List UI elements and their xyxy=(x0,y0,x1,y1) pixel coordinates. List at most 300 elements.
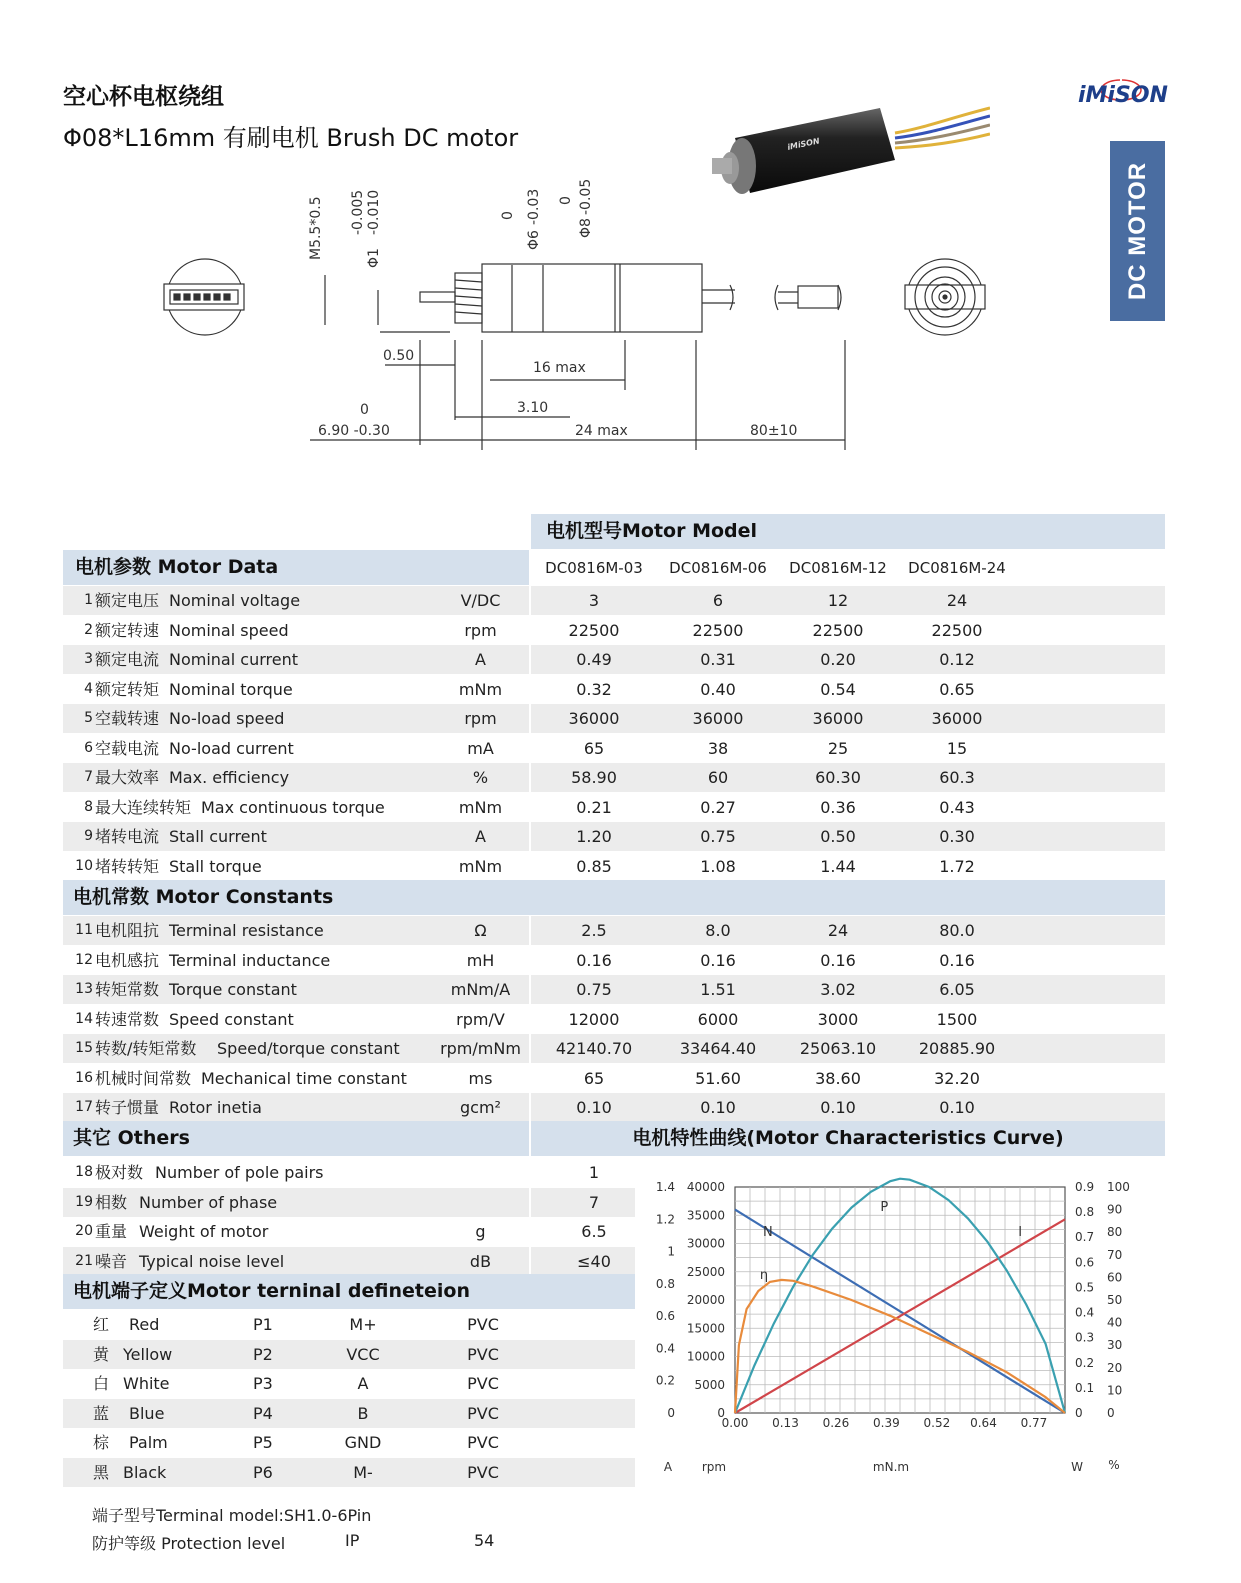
series-label: I xyxy=(1018,1225,1023,1241)
brand-logo xyxy=(1070,72,1175,120)
param-value: 36000 xyxy=(931,709,983,728)
table-row-values xyxy=(531,616,1165,645)
row-number: 3 xyxy=(84,651,93,667)
param-value: 32.20 xyxy=(934,1068,980,1088)
param-name-en: Nominal voltage xyxy=(169,591,301,610)
param-value: 36000 xyxy=(692,709,744,728)
param-value: 1.72 xyxy=(939,856,975,876)
param-value: 33464.40 xyxy=(679,1039,757,1058)
svg-text:iMiSON: iMiSON xyxy=(786,136,821,152)
param-unit: Ω xyxy=(474,921,487,940)
y-tick-label: 0 xyxy=(717,1406,725,1420)
table-row-values xyxy=(531,946,1165,975)
y-tick-label: 0.3 xyxy=(1075,1330,1095,1345)
param-value: 0.16 xyxy=(576,950,612,970)
row-number: 1 xyxy=(84,592,93,608)
terminal-row xyxy=(63,1310,635,1339)
table-row-values xyxy=(531,645,1165,674)
param-name-en: Mechanical time constant xyxy=(201,1068,407,1088)
svg-text:Φ8: Φ8 xyxy=(578,218,594,238)
wire-color-cn: 蓝 xyxy=(93,1403,110,1423)
param-name-cn: 额定电流 xyxy=(95,650,160,669)
param-value: 20885.90 xyxy=(918,1039,996,1058)
pin-number: P4 xyxy=(253,1403,273,1423)
param-unit: rpm/V xyxy=(456,1009,505,1029)
table-row-values xyxy=(531,793,1165,822)
param-value: 80.0 xyxy=(939,921,975,940)
table-row xyxy=(63,675,529,704)
terminal-model: 端子型号Terminal model:SH1.0-6Pin xyxy=(92,1506,372,1525)
param-name-en: Nominal torque xyxy=(169,679,293,699)
constants-header xyxy=(63,880,1165,915)
model-name: DC0816M-24 xyxy=(908,559,1006,577)
table-row-value xyxy=(531,1247,635,1276)
param-name-cn: 噪音 xyxy=(95,1251,128,1271)
param-value: 0.65 xyxy=(939,679,975,699)
param-value: 60 xyxy=(707,768,729,787)
param-name-en: Rotor inetia xyxy=(169,1098,262,1117)
svg-text:0: 0 xyxy=(360,402,369,418)
param-name-en: Number of pole pairs xyxy=(155,1163,324,1182)
param-name-en: Torque constant xyxy=(169,980,297,999)
param-name-cn: 相数 xyxy=(95,1192,128,1212)
row-number: 14 xyxy=(75,1010,93,1027)
row-number: 6 xyxy=(84,739,93,756)
wire-color-cn: 红 xyxy=(93,1315,110,1334)
param-value: 1.51 xyxy=(700,980,736,999)
table-row xyxy=(63,1034,529,1063)
axis-label-efficiency: % xyxy=(1108,1458,1120,1472)
y-tick-label: 35000 xyxy=(686,1208,725,1223)
model-name: DC0816M-03 xyxy=(545,559,643,577)
param-unit: ms xyxy=(468,1068,493,1088)
terminal-row xyxy=(63,1399,635,1428)
row-number: 15 xyxy=(75,1040,93,1056)
param-value: 0.31 xyxy=(700,650,736,669)
y-tick-label: 0.2 xyxy=(1075,1355,1095,1370)
pin-number: P6 xyxy=(253,1462,273,1482)
y-tick-label: 0 xyxy=(667,1406,675,1420)
y-tick-label: 40 xyxy=(1107,1315,1123,1330)
series-label: P xyxy=(880,1200,889,1216)
param-value: 36000 xyxy=(812,709,864,728)
param-unit: mA xyxy=(467,738,494,758)
param-value: 60.30 xyxy=(815,768,861,787)
param-name-cn: 额定转矩 xyxy=(95,679,160,699)
y-tick-label: 0.6 xyxy=(655,1309,675,1324)
param-value: 65 xyxy=(583,738,605,758)
svg-text:80±10: 80±10 xyxy=(750,423,798,439)
param-value: 25063.10 xyxy=(799,1039,877,1058)
x-tick-label: 0.52 xyxy=(923,1416,951,1430)
param-value: 65 xyxy=(583,1068,605,1088)
terminal-row xyxy=(63,1458,635,1487)
series-label: η xyxy=(759,1268,769,1284)
param-unit xyxy=(418,1188,543,1217)
param-value: 2.5 xyxy=(581,921,607,940)
table-row xyxy=(63,1093,529,1122)
param-value: 1 xyxy=(588,1163,600,1182)
param-value: 0.54 xyxy=(820,679,856,699)
axis-label-current: A xyxy=(663,1460,673,1474)
param-value: 58.90 xyxy=(571,768,617,787)
param-name-en: Terminal resistance xyxy=(169,921,324,940)
param-value: 3000 xyxy=(817,1009,859,1029)
constants-header-label: 电机常数 Motor Constants xyxy=(73,886,334,908)
svg-text:M5.5*0.5: M5.5*0.5 xyxy=(308,196,324,260)
row-number: 5 xyxy=(84,710,93,726)
table-row xyxy=(63,975,529,1004)
param-value: 25 xyxy=(827,738,849,758)
svg-text:0.50: 0.50 xyxy=(383,348,415,364)
y-tick-label: 0.6 xyxy=(1075,1255,1095,1270)
terminal-row xyxy=(63,1369,635,1398)
param-value: 0.49 xyxy=(576,650,612,669)
param-unit: mNm xyxy=(458,797,503,817)
param-value: 0.12 xyxy=(939,650,975,669)
row-number: 8 xyxy=(84,798,93,815)
table-row xyxy=(63,852,529,881)
wire-color-cn: 黑 xyxy=(93,1462,110,1482)
param-value: 60.3 xyxy=(939,768,975,787)
y-tick-label: 0.8 xyxy=(1075,1205,1095,1220)
param-value: 0.10 xyxy=(939,1098,975,1117)
param-value: 6.5 xyxy=(581,1222,607,1241)
y-tick-label: 80 xyxy=(1107,1225,1123,1240)
param-unit: A xyxy=(475,650,486,669)
table-row-values xyxy=(531,704,1165,733)
table-row xyxy=(63,916,529,945)
pin-number: P5 xyxy=(253,1433,273,1452)
param-value: 8.0 xyxy=(705,921,731,940)
pin-number: P2 xyxy=(253,1344,273,1364)
row-number: 7 xyxy=(84,769,93,785)
table-row-values xyxy=(531,675,1165,704)
table-row xyxy=(63,946,529,975)
param-name-cn: 堵转电流 xyxy=(95,827,160,846)
row-number: 13 xyxy=(75,981,93,997)
table-row-values xyxy=(531,763,1165,792)
param-unit: mNm/A xyxy=(450,980,511,999)
param-value: 1500 xyxy=(936,1009,978,1029)
param-value: 0.10 xyxy=(576,1098,612,1117)
param-value: 0.10 xyxy=(700,1098,736,1117)
param-value: 0.75 xyxy=(576,980,612,999)
table-row xyxy=(63,734,529,763)
table-row xyxy=(63,1188,529,1217)
y-tick-label: 100 xyxy=(1107,1180,1130,1194)
param-name-cn: 机械时间常数 xyxy=(95,1068,192,1088)
param-value: 38 xyxy=(707,738,729,758)
y-tick-label: 10000 xyxy=(686,1349,725,1364)
y-tick-label: 70 xyxy=(1107,1247,1123,1262)
pin-signal: M- xyxy=(353,1462,373,1482)
others-header: 其它 Others xyxy=(63,1121,529,1156)
x-tick-label: 0.77 xyxy=(1020,1416,1048,1430)
svg-text:Φ6: Φ6 xyxy=(526,230,542,250)
param-value: 0.10 xyxy=(820,1098,856,1117)
param-value: 0.85 xyxy=(576,856,612,876)
table-row xyxy=(63,793,529,822)
param-name-cn: 空载电流 xyxy=(95,738,160,758)
param-name-en: Stall torque xyxy=(169,856,262,876)
table-row-values xyxy=(531,734,1165,763)
y-tick-label: 20000 xyxy=(686,1293,725,1307)
y-tick-label: 0.7 xyxy=(1075,1230,1095,1245)
table-row-values xyxy=(531,1093,1165,1122)
table-row-value xyxy=(531,1158,635,1187)
x-tick-label: 0.13 xyxy=(772,1416,799,1430)
wire-material: PVC xyxy=(467,1462,499,1482)
param-unit: A xyxy=(475,827,486,846)
param-name-cn: 转子惯量 xyxy=(95,1098,160,1117)
param-name-en: No-load speed xyxy=(169,709,285,728)
pin-signal: VCC xyxy=(346,1344,380,1364)
svg-text:3.10: 3.10 xyxy=(517,400,549,416)
row-number: 2 xyxy=(84,621,93,638)
side-tab xyxy=(1110,141,1165,321)
param-value: 3 xyxy=(588,591,600,610)
x-tick-label: 0.39 xyxy=(873,1416,900,1430)
x-tick-label: 0.64 xyxy=(970,1416,997,1430)
model-names-row xyxy=(531,554,1165,584)
param-value: 22500 xyxy=(931,620,983,640)
table-row xyxy=(63,822,529,851)
y-tick-label: 60 xyxy=(1107,1270,1123,1285)
wire-color-en: Red xyxy=(129,1315,160,1334)
series-label: N xyxy=(762,1225,773,1241)
y-tick-label: 1 xyxy=(667,1244,675,1259)
param-name-en: Speed constant xyxy=(169,1009,294,1029)
param-name-en: Nominal current xyxy=(169,650,298,669)
motor-data-header: 电机参数 Motor Data xyxy=(63,550,529,585)
y-tick-label: 90 xyxy=(1107,1202,1123,1217)
table-row xyxy=(63,1064,529,1093)
protection-label: 防护等级 Protection level xyxy=(92,1534,286,1553)
x-tick-label: 0.26 xyxy=(822,1416,850,1430)
param-unit: % xyxy=(472,768,489,787)
svg-text:Φ1: Φ1 xyxy=(366,248,382,268)
row-number: 10 xyxy=(75,857,93,874)
param-value: 0.30 xyxy=(939,827,975,846)
param-unit: rpm xyxy=(464,709,497,728)
y-tick-label: 5000 xyxy=(694,1377,725,1392)
param-value: 1.08 xyxy=(700,856,736,876)
wire-color-en: Yellow xyxy=(123,1344,173,1364)
svg-text:-0.005: -0.005 xyxy=(350,189,366,235)
param-name-en: Stall current xyxy=(169,827,267,846)
param-value: 51.60 xyxy=(695,1068,741,1088)
wire-material: PVC xyxy=(467,1403,499,1423)
param-value: 22500 xyxy=(812,620,864,640)
table-row xyxy=(63,1217,529,1246)
pin-signal: B xyxy=(357,1403,369,1423)
param-unit: mH xyxy=(466,950,495,970)
table-row-values xyxy=(531,1064,1165,1093)
svg-text:-0.05: -0.05 xyxy=(578,178,594,215)
y-tick-label: 0.2 xyxy=(655,1373,675,1388)
page-title-cn: 空心杯电枢绕组 xyxy=(63,84,224,110)
model-name: DC0816M-12 xyxy=(789,559,887,577)
y-tick-label: 1.4 xyxy=(655,1180,675,1194)
param-value: 0.36 xyxy=(820,797,856,817)
param-value: 42140.70 xyxy=(555,1039,633,1058)
x-axis-label: mN.m xyxy=(872,1460,910,1474)
wire-color-cn: 白 xyxy=(93,1374,110,1393)
param-value: 22500 xyxy=(692,620,744,640)
protection-ip: IP xyxy=(345,1531,360,1550)
y-tick-label: 0.8 xyxy=(655,1276,675,1291)
pin-signal: M+ xyxy=(349,1315,377,1334)
param-name-cn: 最大效率 xyxy=(95,768,160,787)
table-row xyxy=(63,586,529,615)
param-name-en: Weight of motor xyxy=(139,1222,269,1241)
table-row xyxy=(63,1158,529,1187)
row-number: 9 xyxy=(84,828,93,844)
row-number: 19 xyxy=(75,1193,93,1210)
param-unit: dB xyxy=(469,1251,492,1271)
param-unit: mNm xyxy=(458,679,503,699)
param-name-cn: 转速常数 xyxy=(95,1009,160,1029)
param-name-cn: 额定转速 xyxy=(95,620,160,640)
y-tick-label: 25000 xyxy=(686,1264,725,1279)
param-unit: rpm xyxy=(464,620,497,640)
y-tick-label: 0.4 xyxy=(1075,1305,1095,1320)
wire-color-en: Blue xyxy=(129,1403,165,1423)
y-tick-label: 0.5 xyxy=(1075,1280,1095,1295)
y-tick-label: 1.2 xyxy=(655,1212,675,1227)
param-value: 3.02 xyxy=(820,980,856,999)
row-number: 20 xyxy=(75,1223,93,1239)
svg-text:16 max: 16 max xyxy=(533,360,586,376)
table-row xyxy=(63,1247,529,1276)
pin-signal: GND xyxy=(344,1433,382,1452)
svg-text:iMiSON: iMiSON xyxy=(1078,83,1168,108)
param-value: 0.40 xyxy=(700,679,736,699)
param-value: 0.20 xyxy=(820,650,856,669)
row-number: 12 xyxy=(75,951,93,968)
param-value: 15 xyxy=(946,738,968,758)
param-value: 0.16 xyxy=(939,950,975,970)
protection-value: 54 xyxy=(474,1531,495,1550)
wire-material: PVC xyxy=(467,1344,499,1364)
table-row xyxy=(63,704,529,733)
param-value: 1.20 xyxy=(576,827,612,846)
table-row-value xyxy=(531,1188,635,1217)
param-value: ≤40 xyxy=(577,1251,611,1271)
table-row-values xyxy=(531,916,1165,945)
wire-color-cn: 黄 xyxy=(93,1344,110,1364)
param-unit: rpm/mNm xyxy=(440,1039,521,1058)
param-name-en: Max continuous torque xyxy=(201,797,385,817)
table-row xyxy=(63,1005,529,1034)
table-row-value xyxy=(531,1217,635,1246)
y-tick-label: 10 xyxy=(1107,1383,1123,1398)
wire-material: PVC xyxy=(467,1315,499,1334)
wire-color-en: White xyxy=(123,1374,170,1393)
pin-number: P1 xyxy=(253,1315,273,1334)
param-name-cn: 重量 xyxy=(95,1222,128,1241)
table-row-values xyxy=(531,975,1165,1004)
y-tick-label: 0 xyxy=(1107,1406,1115,1420)
param-name-cn: 最大连续转矩 xyxy=(95,797,192,817)
param-value: 0.21 xyxy=(576,797,612,817)
svg-text:0: 0 xyxy=(500,211,516,220)
svg-text:-0.03: -0.03 xyxy=(526,188,542,225)
svg-text:24 max: 24 max xyxy=(575,423,628,439)
y-tick-label: 0.9 xyxy=(1075,1180,1095,1194)
param-value: 6 xyxy=(712,591,724,610)
param-name-cn: 转数/转矩常数 xyxy=(95,1039,197,1058)
svg-text:0: 0 xyxy=(558,196,574,205)
param-value: 0.75 xyxy=(700,827,736,846)
param-unit: V/DC xyxy=(460,591,501,610)
param-value: 1.44 xyxy=(820,856,856,876)
characteristics-chart xyxy=(640,1165,1165,1485)
param-value: 0.50 xyxy=(820,827,856,846)
param-value: 24 xyxy=(827,921,849,940)
y-tick-label: 20 xyxy=(1107,1360,1123,1375)
param-name-cn: 额定电压 xyxy=(95,591,160,610)
y-tick-label: 30000 xyxy=(686,1236,725,1251)
table-row xyxy=(63,616,529,645)
param-value: 12 xyxy=(827,591,849,610)
param-name-en: Nominal speed xyxy=(169,620,289,640)
param-value: 0.16 xyxy=(820,950,856,970)
param-name-cn: 转矩常数 xyxy=(95,980,160,999)
row-number: 17 xyxy=(75,1099,93,1115)
axis-label-speed: rpm xyxy=(701,1460,727,1474)
param-value: 22500 xyxy=(568,620,620,640)
param-name-en: Speed/torque constant xyxy=(217,1039,400,1058)
table-row-values xyxy=(531,586,1165,615)
param-name-cn: 极对数 xyxy=(95,1163,144,1182)
terminal-row xyxy=(63,1340,635,1369)
param-value: 6000 xyxy=(697,1009,739,1029)
table-row-values xyxy=(531,822,1165,851)
y-tick-label: 0.4 xyxy=(655,1341,675,1356)
table-row-values xyxy=(531,852,1165,881)
param-unit: mNm xyxy=(458,856,503,876)
param-name-en: Typical noise level xyxy=(139,1251,285,1271)
param-name-en: Number of phase xyxy=(139,1192,278,1212)
y-tick-label: 50 xyxy=(1107,1293,1123,1307)
row-number: 11 xyxy=(75,922,93,938)
axis-label-power: W xyxy=(1071,1460,1083,1474)
param-value: 24 xyxy=(946,591,968,610)
y-tick-label: 0.1 xyxy=(1075,1380,1095,1395)
param-value: 38.60 xyxy=(815,1068,861,1088)
row-number: 18 xyxy=(75,1164,93,1180)
param-value: 0.43 xyxy=(939,797,975,817)
wire-color-en: Black xyxy=(123,1462,167,1482)
param-unit xyxy=(418,1158,543,1187)
wire-material: PVC xyxy=(467,1433,499,1452)
terminal-row xyxy=(63,1428,635,1457)
param-value: 0.32 xyxy=(576,679,612,699)
pin-number: P3 xyxy=(253,1374,273,1393)
param-value: 0.27 xyxy=(700,797,736,817)
param-name-en: Terminal inductance xyxy=(169,950,331,970)
param-name-cn: 电机感抗 xyxy=(95,950,160,970)
model-name: DC0816M-06 xyxy=(669,559,767,577)
param-name-cn: 电机阻抗 xyxy=(95,921,160,940)
x-tick-label: 0.00 xyxy=(721,1416,749,1430)
wire-color-en: Palm xyxy=(129,1433,168,1452)
param-value: 36000 xyxy=(568,709,620,728)
pin-signal: A xyxy=(357,1374,369,1393)
param-value: 7 xyxy=(588,1192,600,1212)
